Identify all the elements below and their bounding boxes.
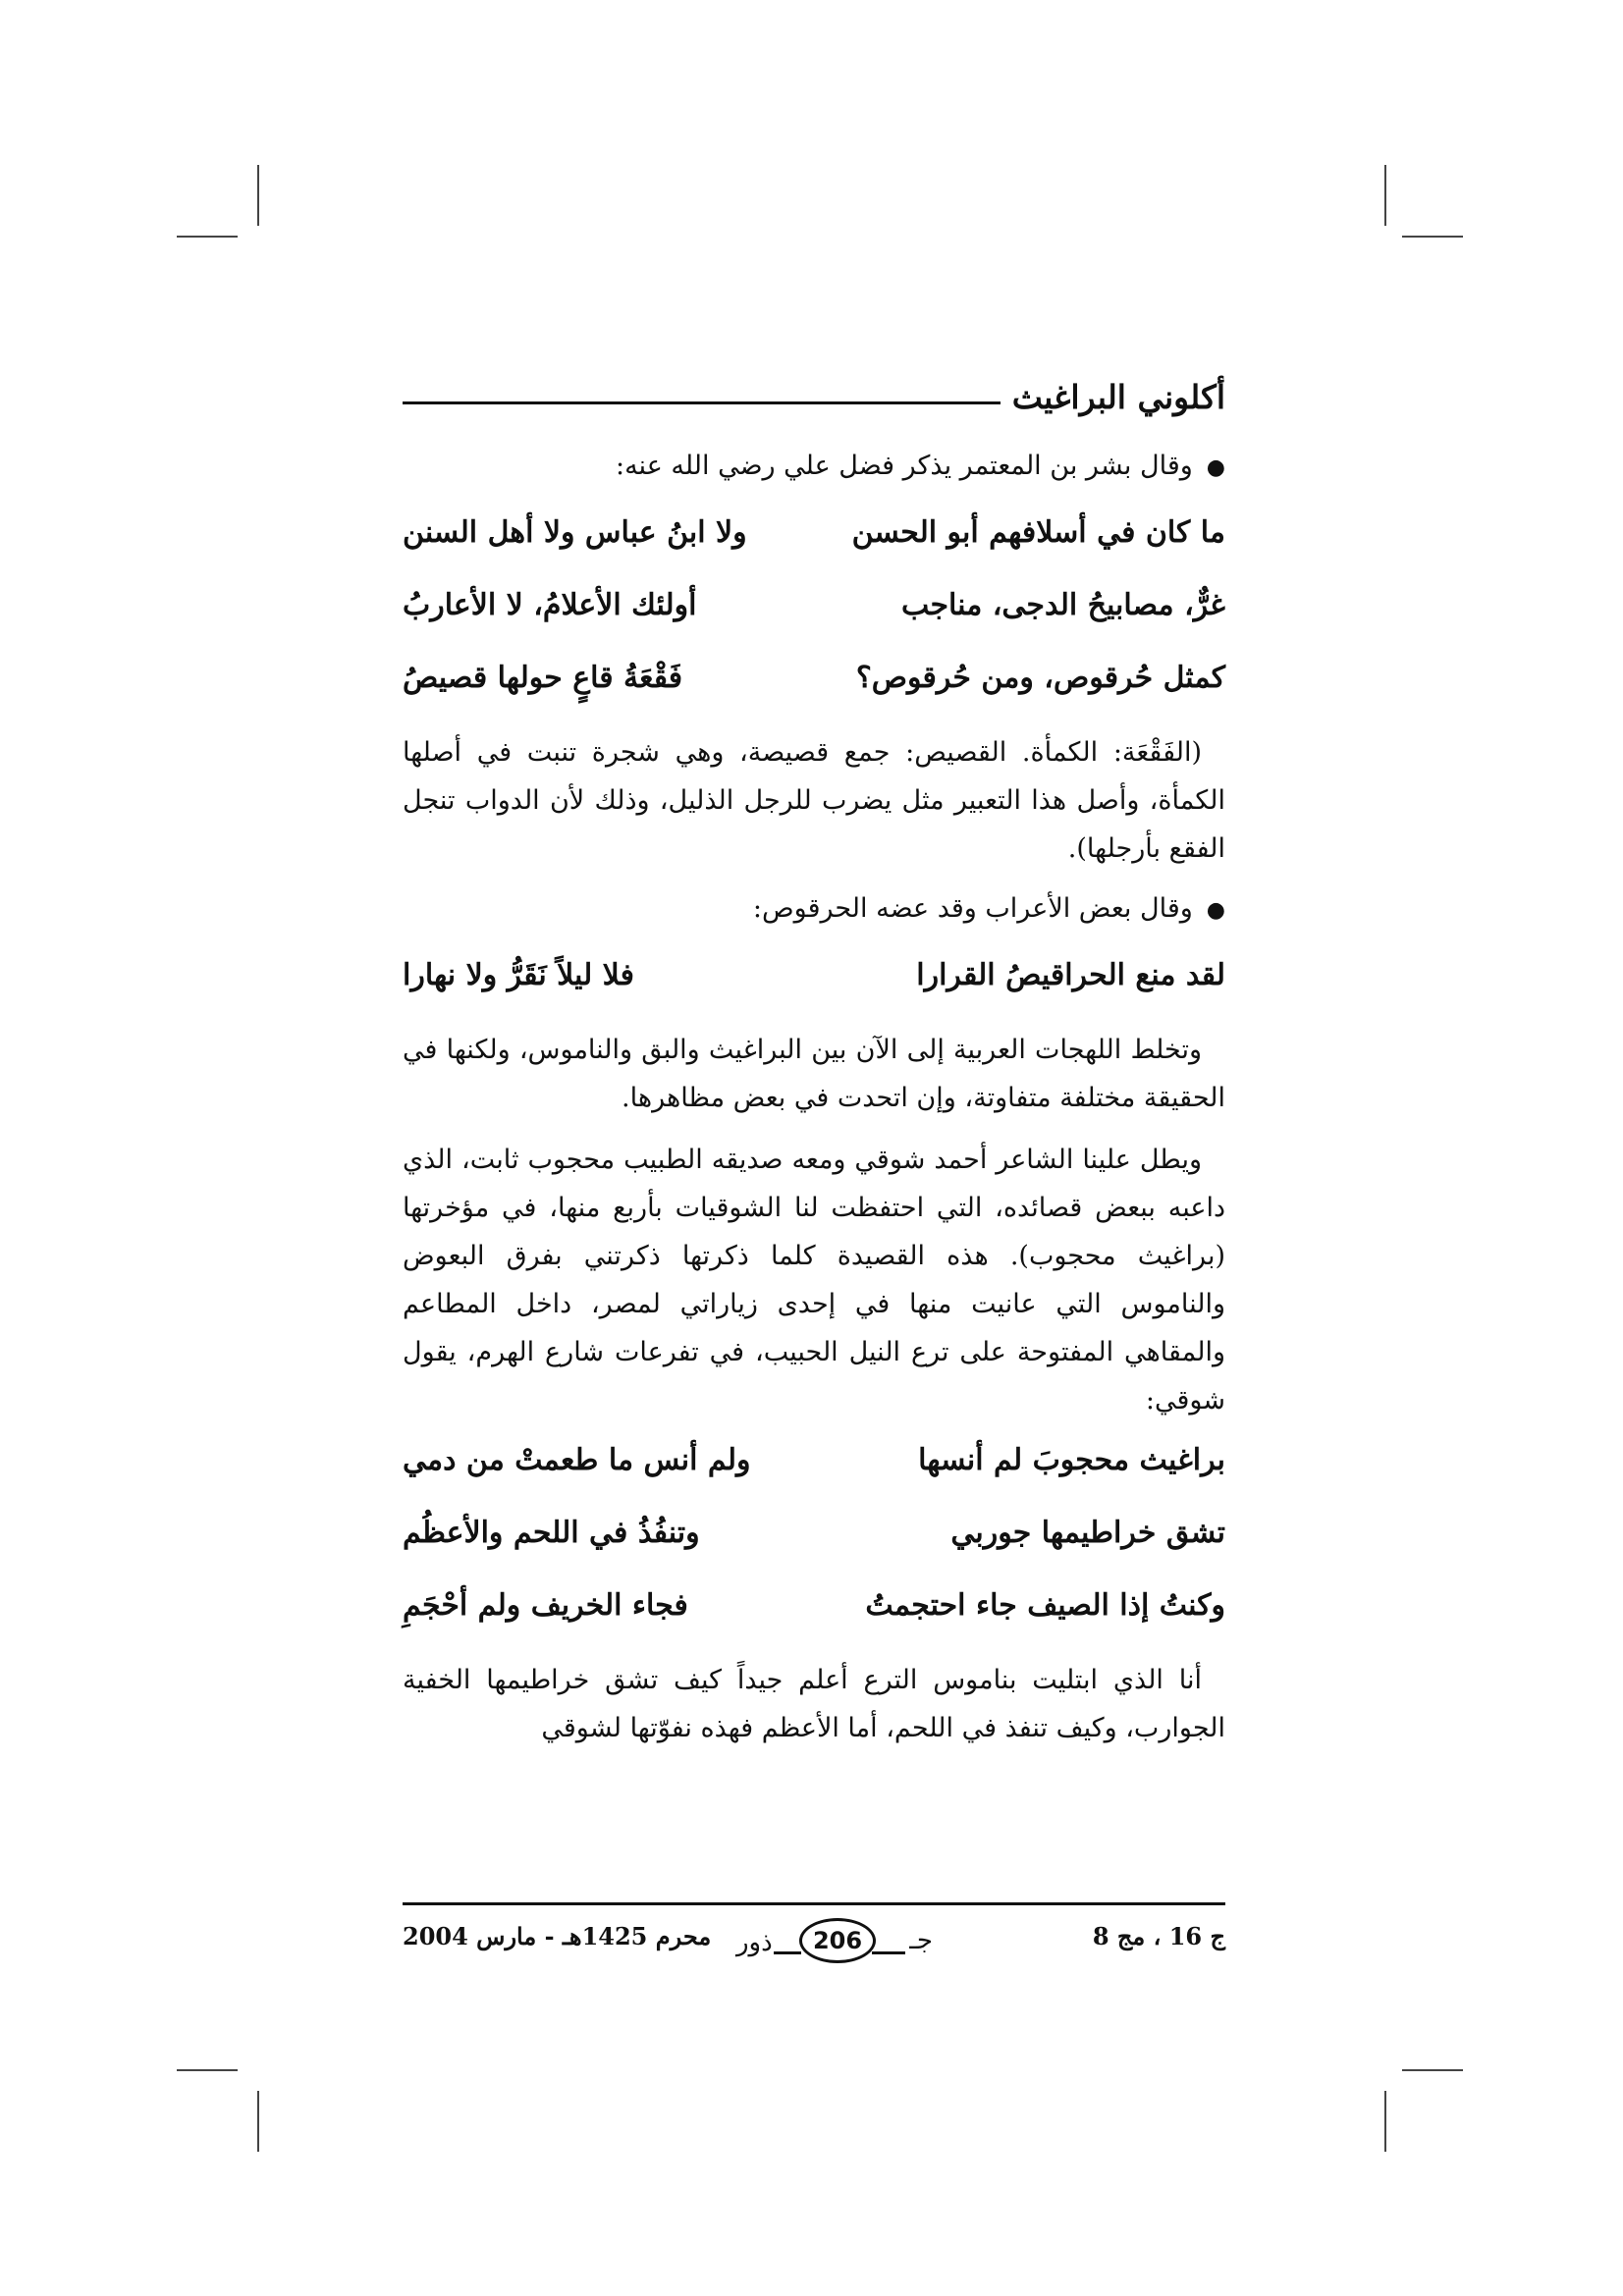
intro-bishr: ● وقال بشر بن المعتمر يذكر فضل علي رضي الله عنه: — [403, 438, 1225, 497]
paragraph-dialects: وتخلط اللهجات العربية إلى الآن بين البراغيث والبق والناموس، ولكنها في الحقيقة مختلفة متفاوتة، وإن اتحدت في بعض مظاهرها. — [403, 1035, 1225, 1113]
verse-line — [403, 939, 1225, 1012]
verse-line — [403, 642, 1225, 715]
magazine-logo — [736, 1912, 933, 1971]
verse-line — [403, 569, 1225, 642]
crop-mark — [257, 165, 259, 226]
footer-rule — [403, 1902, 1225, 1905]
crop-mark — [1402, 236, 1463, 238]
page-footer — [403, 1912, 1225, 1971]
verse-line — [403, 1570, 1225, 1642]
page-number: 206 — [799, 1918, 876, 1963]
magazine-logo-left: ذور — [736, 1928, 773, 1957]
verse-right-hemistich: تشق خراطيمها جوربي — [950, 1516, 1225, 1550]
verse-right-hemistich: براغيث محجوبَ لم أنسها — [918, 1443, 1225, 1477]
poem-arab — [403, 939, 1225, 1012]
running-head-rule — [403, 401, 1001, 404]
issue-number: ج 16 ، مج 8 — [1092, 1922, 1225, 1950]
paragraph-shawqi: ويطل علينا الشاعر أحمد شوقي ومعه صديقه الطبيب محجوب ثابت، الذي داعبه ببعض قصائده، التي احتفظت لنا الشوقيات بأربع منها، في مؤخرتها (براغيث محجوب). هذه القصيدة كلما ذكرتها ذكرتني بفرق البعوض والناموس التي عانيت منها في إحدى زياراتي لمصر، داخل المطاعم والمقاهي المفتوحة على ترع النيل الحبيب، في تفرعات شارع الهرم، يقول شوقي: — [403, 1145, 1225, 1415]
crop-mark — [1384, 2091, 1386, 2152]
running-head — [403, 365, 1225, 416]
issue-date: محرم 1425هـ - مارس 2004 — [403, 1922, 712, 1950]
verse-line — [403, 1497, 1225, 1570]
verse-right-hemistich: كمثل حُرقوص، ومن حُرقوص؟ — [855, 661, 1225, 695]
intro-arab: ● وقال بعض الأعراب وقد عضه الحرقوص: — [403, 881, 1225, 939]
logo-stroke — [774, 1951, 801, 1954]
running-head-title: أكلوني البراغيث — [1011, 378, 1225, 416]
poem-bishr — [403, 497, 1225, 715]
paragraph-closing: أنا الذي ابتليت بناموس الترع أعلم جيداً كيف تشق خراطيمها الخفية الجوارب، وكيف تنفذ في اللحم، أما الأعظم فهذه نفوّتها لشوقي — [403, 1665, 1225, 1743]
verse-right-hemistich: لقد منع الحراقيصُ القرارا — [916, 958, 1225, 992]
crop-mark — [177, 236, 238, 238]
verse-line — [403, 497, 1225, 569]
verse-left-hemistich: أولئك الأعلامُ، لا الأعاربُ — [403, 588, 697, 622]
page-body — [403, 365, 1225, 1752]
verse-right-hemistich: غرٌّ، مصابيحُ الدجى، مناجب — [901, 588, 1225, 622]
verse-left-hemistich: فَقْعَةُ قاعٍ حولها قصيصُ — [403, 661, 683, 695]
verse-left-hemistich: وتنفُذُ في اللحم والأعظُم — [403, 1516, 700, 1550]
verse-line — [403, 1424, 1225, 1497]
verse-left-hemistich: فلا ليلاً نَقَرُّ ولا نهارا — [403, 958, 634, 992]
crop-mark — [257, 2091, 259, 2152]
crop-mark — [177, 2069, 238, 2071]
verse-left-hemistich: فجاء الخريف ولم أحْجَمِ — [403, 1588, 688, 1623]
crop-mark — [1402, 2069, 1463, 2071]
magazine-logo-right: جـ — [909, 1926, 933, 1955]
crop-mark — [1384, 165, 1386, 226]
verse-right-hemistich: وكنتُ إذا الصيف جاء احتجمتُ — [865, 1588, 1225, 1623]
verse-left-hemistich: ولا ابنُ عباس ولا أهل السنن — [403, 515, 747, 550]
verse-left-hemistich: ولم أنس ما طعمتْ من دمي — [403, 1443, 751, 1477]
logo-stroke — [872, 1951, 905, 1954]
glossary-note: (الفَقْعَة: الكمأة. القصيص: جمع قصيصة، وهي شجرة تنبت في أصلها الكمأة، وأصل هذا التعبير مثل يضرب للرجل الذليل، وذلك لأن الدواب تنجل الفقع بأرجلها). — [403, 737, 1225, 864]
poem-shawqi — [403, 1424, 1225, 1642]
verse-right-hemistich: ما كان في أسلافهم أبو الحسن — [851, 515, 1225, 550]
